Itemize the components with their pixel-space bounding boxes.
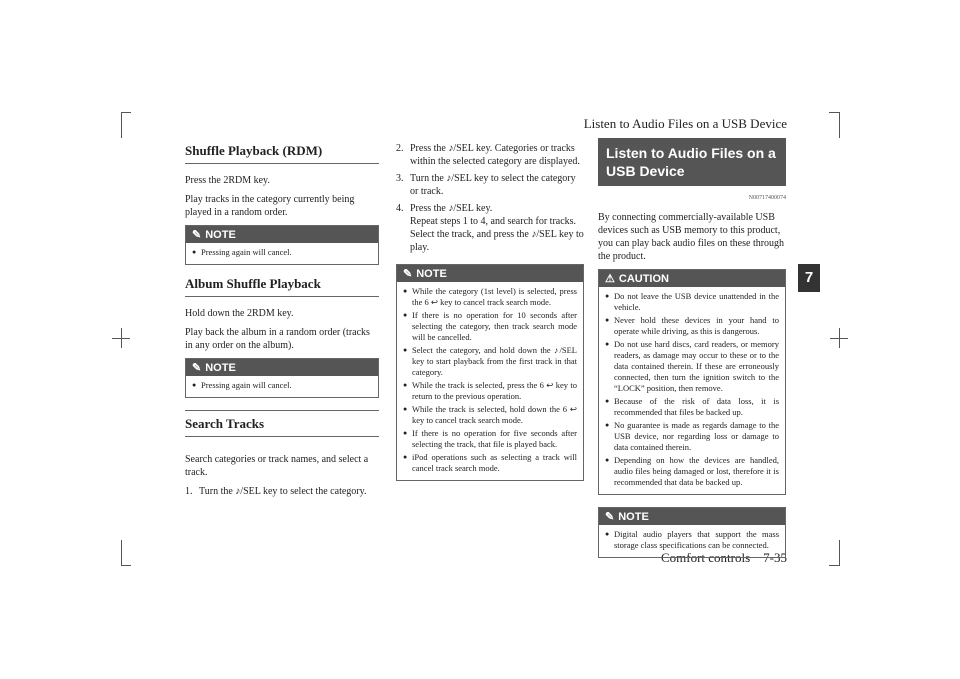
note-item: ● If there is no operation for 10 seconds after selecting the category, then track search mode will be cancelled. (403, 310, 577, 343)
step-text: Turn the ♪/SEL key to select the category or track. (410, 173, 576, 197)
caution-item: ● Never hold these devices in your hand to operate while driving, as this is dangerous. (605, 315, 779, 337)
note-box (598, 507, 786, 558)
step-number: 1. (185, 486, 193, 497)
note-label: NOTE (205, 361, 236, 374)
pencil-icon: ✎ (192, 362, 202, 374)
note-header (186, 226, 378, 243)
paragraph: By connecting commercially-available USB devices such as USB memory to this product, you can play back audio files on these through the product. (598, 212, 785, 262)
caution-label: CAUTION (618, 272, 669, 285)
crop-mark (121, 112, 131, 113)
step-text-extra: Repeat steps 1 to 4, and search for tracks. (410, 216, 577, 227)
note-item: ● Digital audio players that support the mass storage class specifications can be connected. (605, 529, 779, 551)
crop-mark (121, 328, 122, 348)
step-1 (185, 485, 379, 498)
section-title: Listen to Audio Files on a USB Device (598, 138, 786, 186)
crop-mark (121, 112, 122, 138)
step-4 (396, 202, 584, 254)
crop-mark (829, 112, 839, 113)
step-3 (396, 172, 584, 198)
note-item: ● While the track is selected, hold down the 6 ↩ key to cancel track search mode. (403, 404, 577, 426)
note-box (396, 264, 584, 481)
crop-mark (839, 328, 840, 348)
step-text: Press the ♪/SEL key. (410, 203, 493, 214)
note-item: ● While the track is selected, press the 6 ↩ key to return to the previous operation. (403, 380, 577, 402)
note-item: ● Select the category, and hold down the ♪/SEL key to start playback from the first track in that category. (403, 345, 577, 378)
note-item: ● If there is no operation for five seconds after selecting the track, that file is played back. (403, 428, 577, 450)
step-number: 2. (396, 143, 404, 154)
step-text: Turn the ♪/SEL key to select the category. (199, 486, 367, 497)
heading-search-tracks: Search Tracks (185, 410, 379, 437)
step-number: 4. (396, 203, 404, 214)
note-box (185, 358, 379, 398)
heading-album-shuffle: Album Shuffle Playback (185, 277, 379, 297)
caution-item: ● Do not use hard discs, card readers, or memory readers, as damage may occur to these or to the data contained therein. If these are erroneously connected, then turn the ignition switch to the “LOCK” position, then remove. (605, 339, 779, 394)
column-1 (185, 138, 379, 502)
paragraph: Search categories or track names, and select a track. (185, 454, 369, 478)
step-4-body (410, 202, 584, 254)
chapter-tab: 7 (798, 264, 820, 292)
crop-mark (839, 112, 840, 138)
note-header (397, 265, 583, 282)
crop-mark (839, 540, 840, 566)
pencil-icon: ✎ (192, 229, 202, 241)
caution-item: ● Because of the risk of data loss, it is recommended that files be backed up. (605, 396, 779, 418)
paragraph: Hold down the 2RDM key. (185, 308, 294, 319)
caution-header (599, 270, 785, 287)
note-label: NOTE (205, 228, 236, 241)
note-box (185, 225, 379, 265)
paragraph: Play back the album in a random order (tracks in any order on the album). (185, 327, 370, 351)
step-text: Press the ♪/SEL key. Categories or tracks within the selected category are displayed. (410, 143, 580, 167)
step-2 (396, 142, 584, 168)
caution-box (598, 269, 786, 495)
note-label: NOTE (416, 267, 447, 280)
note-item: ● iPod operations such as selecting a track will cancel track search mode. (403, 452, 577, 474)
pencil-icon: ✎ (605, 511, 615, 523)
crop-mark (829, 565, 839, 566)
pencil-icon: ✎ (403, 268, 413, 280)
paragraph: Play tracks in the category currently being played in a random order. (185, 194, 355, 218)
note-item: ● While the category (1st level) is selected, press the 6 ↩ key to cancel track search mode. (403, 286, 577, 308)
column-2 (396, 142, 584, 493)
heading-shuffle-playback: Shuffle Playback (RDM) (185, 144, 379, 164)
paragraph: Press the 2RDM key. (185, 175, 270, 186)
note-header (186, 359, 378, 376)
warning-triangle-icon: ⚠ (605, 273, 615, 285)
step-text-extra: Select the track, and press the ♪/SEL key to play. (410, 229, 584, 253)
note-item: ● Pressing again will cancel. (192, 380, 372, 391)
document-code: N00717400074 (748, 195, 786, 201)
note-header (599, 508, 785, 525)
step-number: 3. (396, 173, 404, 184)
caution-item: ● No guarantee is made as regards damage to the USB device, nor regarding loss or damage to data contained therein. (605, 420, 779, 453)
column-3 (598, 138, 786, 570)
note-label: NOTE (618, 510, 649, 523)
note-item: ● Pressing again will cancel. (192, 247, 372, 258)
footer-section: Comfort controls (660, 550, 751, 565)
crop-mark (121, 565, 131, 566)
caution-item: ● Depending on how the devices are handled, audio files being damaged or lost, therefore it is recommended that data be backed up. (605, 455, 779, 488)
footer-page-number: 7-35 (763, 550, 787, 565)
caution-item: ● Do not leave the USB device unattended in the vehicle. (605, 291, 779, 313)
page-header-title: Listen to Audio Files on a USB Device (583, 116, 787, 131)
crop-mark (121, 540, 122, 566)
